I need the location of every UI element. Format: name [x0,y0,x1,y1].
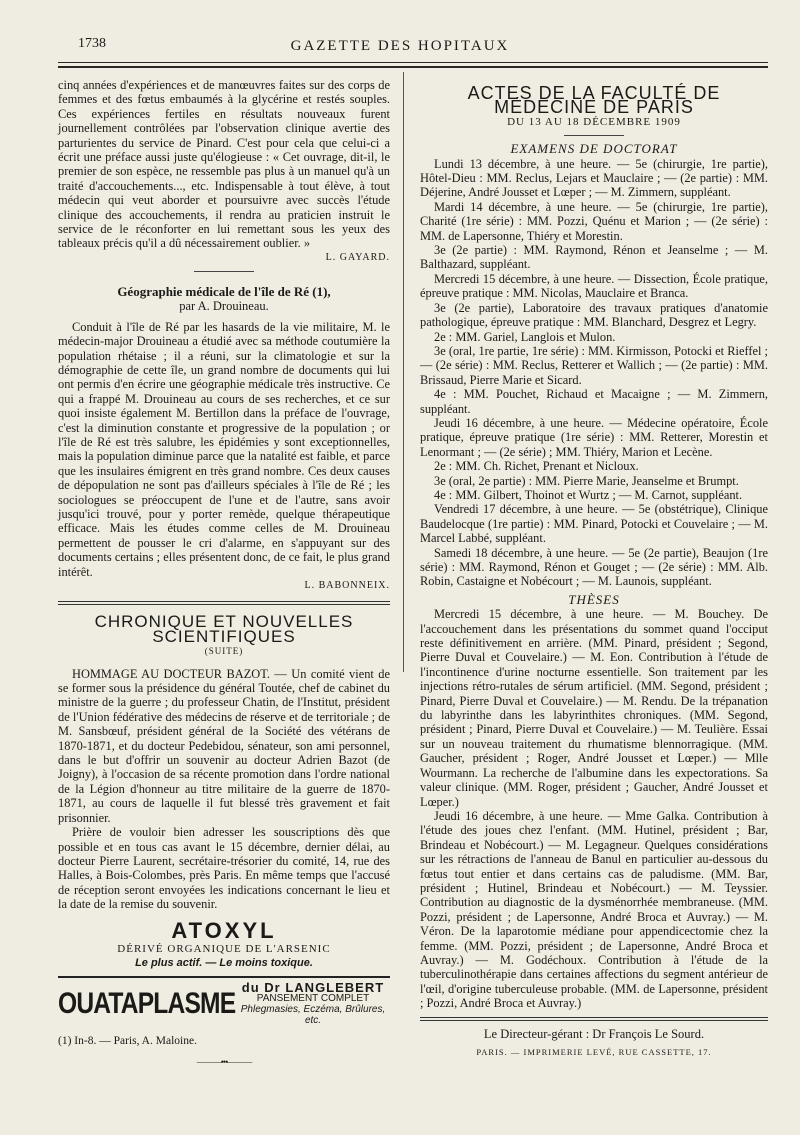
theses-title: THÈSES [568,591,620,607]
exam-entry: 3e (2e partie), Laboratoire des travaux pratiques d'anatomie pathologique, épreuve pratique : MM. Blanchard, Desgrez et Legry. [420,300,768,330]
column-divider [403,72,404,672]
thesis-entry: Mercredi 15 décembre, à une heure. — M. Bouchey. De l'accouchement dans les présentations du sommet quand l'occiput reste définitivement en arrière. (MM. Pinard, président ; Segond, Pierre Duval et Couvelaire.) — M. Eon. Contribution à l'étude de l'incontinence d'urine nocturne essentielle. Son traitement par les injections rétro-rutales de sérum artificiel. (MM. Segond, président ; Pinard, Pierre Duval et Couvelaire.) — M. Rendu. De la trépanation du labyrinthe dans les labyrinthites chroniques. (MM. Segond, président ; Pinard, Pierre Duval et Couvelaire.) — M. Teulière. Essai sur un nouveau traitement du rhumatisme blennorragique. (MM. Gaucher, président ; Roger, André Jousset et Lœper.) — Mlle Wourmann. La recherche de l'albumine dans les expectorations. Sa valeur clinique. (MM. Roger, président ; Gaucher, André Jousset et Lœper.) [420,607,768,809]
exam-entry: Lundi 13 décembre, à une heure. — 5e (chirurgie, 1re partie), Hôtel-Dieu : MM. Reclus, Lejars et Mauclaire ; — (2e partie) : MM. Déjerine, André Jousset et Lœper ; — M. Zimmern, suppléant. [420,156,768,200]
exam-entry: Vendredi 17 décembre, à une heure. — 5e (obstétrique), Clinique Baudelocque (1re partie) : MM. Pinard, Potocki et Couvelaire ; — M. Marcel Labbé, suppléant. [420,502,768,546]
ad-atoxyl-subtitle: DÉRIVÉ ORGANIQUE DE L'ARSENIC [117,942,331,955]
advertisement [58,917,390,1027]
chronicle-paragraph: HOMMAGE AU DOCTEUR BAZOT. — Un comité vient de se former sous la présidence du général Toutée, chef de cabinet du ministre de la guerre ; du professeur Chatin, de l'Institut, président de l'Union fédérative des médecins de réserve et de territoriale ; de M. Sansbœuf, président général de la Société des vétérans de 1870-1871, et du docteur Pedebidou, sénateur, son ami personnel, dans le but d'offrir un souvenir au docteur Adrien Bazot (de Joigny), à l'occasion de sa récente promotion dans l'ordre national de la Légion d'honneur au titre militaire de la guerre de 1870-1871, au cours de laquelle il fut blessé très gravement et fait prisonnier. [58,666,390,825]
ad-atoxyl-tagline: Le plus actif. — Le moins toxique. [135,956,313,969]
ad-ouataplasme [58,976,390,1026]
exam-entry: 3e (oral, 1re partie, 1re série) : MM. Kirmisson, Potocki et Rieffel ; — (2e série) : MM. Reclus, Retterer et Wallich ; — (2e partie) : MM. Brissaud, Pierre Marie et Sicard. [420,343,768,387]
exam-entry: 2e : MM. Gariel, Langlois et Mulon. [434,329,616,344]
exam-entry: Mardi 14 décembre, à une heure. — 5e (chirurgie, 1re partie), Charité (1re série) : MM. Pozzi, Quénu et Marion ; — (2e série) : MM. de Lapersonne, Thiéry et Morestin. [420,199,768,243]
running-head: GAZETTE DES HOPITAUX [290,38,510,54]
exam-entry: Jeudi 16 décembre, à une heure. — Médecine opératoire, École pratique, épreuve pratique (1re série) : MM. Retterer, Morestin et Lenormant ; — (2e série) ; MM. Thiéry, Marion et Lecène. [420,415,768,459]
right-column [420,78,768,1059]
end-ornament: ———•••——— [196,1056,252,1067]
ad-ouataplasme-uses: Phlegmasies, Eczéma, Brûlures, etc. [240,1004,386,1027]
exam-entry: Samedi 18 décembre, à une heure. — 5e (2e partie), Beaujon (1re série) : MM. Raymond, Rénon et Gouget ; — (2e série) : MM. Alb. Robin, Castaigne et Nobécourt ; — M. Launois, suppléant. [420,545,768,589]
exam-entry: 4e : MM. Pouchet, Richaud et Macaigne ; — M. Zimmern, suppléant. [420,387,768,416]
geo-title: Géographie médicale de l'île de Ré (1), [117,284,331,300]
section-rule [58,601,390,605]
exam-entry: 3e (oral, 2e partie) : MM. Pierre Marie, Jeanselme et Brumpt. [434,473,739,488]
header-rule [58,62,768,63]
ad-ouataplasme-type: PANSEMENT COMPLET [256,993,370,1005]
ad-ouataplasme-details [236,982,390,1026]
thesis-entry: Jeudi 16 décembre, à une heure. — Mme Galka. Contribution à l'étude des joues chez l'enfant. (MM. Hutinel, président ; Bar, Brindeau et Nobécourt.) — M. Legagneur. Quelques considérations sur les rétractions de l'anneau de Banul en particulier au-dessous du fœtus tout entier et dans certains cas de paludisme. (MM. Bar, président ; Hutinel, Brindeau et Nobécourt.) — M. Teyssier. Contribution au diagnostic de la dysménorrhée membraneuse. (MM. Pozzi, président ; de Lapersonne, André Broca et Auvray.) — M. Véron. De la laparotomie médiane pour appendicectomie chez la femme. (MM. Pozzi, président ; de Lapersonne, André Broca et Auvray.) — M. Godéchoux. Contribution à l'étude de la tuberculinothérapie dans certaines affections du segment antérieur de l'œil, d'origine tuberculeuse probable. (MM. de Lapersonne, président ; Pozzi, André Broca et Auvray.) [420,808,768,1011]
geo-body: Conduit à l'île de Ré par les hasards de la vie militaire, M. le médecin-major Drouineau a étudié avec sa méthode coutumière la population rhétaise ; il a réuni, sur la climatologie et sur la démographie de cette île, un grand nombre de documents qui lui ont permis d'en écrire une géographie médicale très instructive. Ce qui a frappé M. Drouineau au cours de ses recherches, et ce sur quoi insiste également M. Bertillon dans la préface de l'ouvrage, c'est la diminution constante et progressive de la population ; or l'île de Ré est très salubre, les épidémies y sont exceptionnelles, mais la population diminue parce que la natalité est faible, et parce que les insulaires émigrent en très grand nombre. Ces deux causes de dépopulation ne sont pas d'ailleurs spéciales à l'île de Ré ; les sociologues se préoccupent de l'une et de l'autre, sans avoir jusqu'ici trouvé, pour y porter remède, quelque thérapeutique efficace. Mais les études comme celles de M. Drouineau permettent de pousser le cri d'alarme, en s'appuyant sur des documents certains ; elles présentent donc, de ce fait, le plus grand intérêt. [58,319,390,579]
director-rule [420,1017,768,1021]
director-line: Le Directeur-gérant : Dr François Le Sourd. [483,1026,705,1041]
exam-entry: 2e : MM. Ch. Richet, Prenant et Nicloux. [434,459,639,474]
chronicle-title: CHRONIQUE ET NOUVELLES SCIENTIFIQUES [94,612,354,646]
intro-paragraph: cinq années d'expériences et de manœuvres faites sur des corps de femmes et des fœtus embaumés à la glycérine et restés souples. Ces expériences fertiles en résultats nouveaux furent journellement contrôlées par l'observation clinique avertie des parturientes du service de Pinard. C'est pour cela que celui-ci a écrit une préface aussi juste qu'élogieuse : « Cet ouvrage, dit-il, le premier de son espèce, ne ressemble pas plus à un manuel qu'à un traité d'accouchements..., etc. Indispensable à tout élève, à tout médecin qui veut aborder et poursuivre avec succès l'étude clinique des accouchements, il rendra au praticien instruit le service de le réconforter en lui remettant sous les yeux des tableaux précis qu'il a dû nécessairement oublier. » [58,78,390,251]
exams-title: EXAMENS DE DOCTORAT [510,141,678,157]
divider [194,271,254,272]
chronicle-paragraph: Prière de vouloir bien adresser les souscriptions dès que possible et en tous cas avant le 15 décembre, dernier délai, au docteur Pierre Laurent, secrétaire-trésorier du comité, 14, rue des Halles, à Bois-Colombes, près Paris. En même temps que l'accusé de réception seront envoyées les indications concernant le lieu et la date de la remise du souvenir. [58,825,390,912]
ad-ouataplasme-maker: du Dr LANGLEBERT [241,980,385,996]
ad-atoxyl: ATOXYL [171,917,277,943]
footnote: (1) In-8. — Paris, A. Maloine. [58,1035,197,1048]
acts-dates: DU 13 AU 18 DÉCEMBRE 1909 [507,115,681,128]
divider [564,135,624,136]
exam-entry: Mercredi 15 décembre, à une heure. — Dissection, École pratique, épreuve pratique : MM. Nicolas, Mauclaire et Branca. [420,271,768,301]
header-rule-2 [58,66,768,68]
intro-signature: L. GAYARD. [325,251,390,263]
chronicle-suite: (SUITE) [204,646,244,657]
ad-ouataplasme-name: OUATAPLASME [58,987,236,1021]
exam-entry: 3e (2e partie) : MM. Raymond, Rénon et Jeanselme ; — M. Balthazard, suppléant. [420,243,768,272]
page-number: 1738 [78,36,106,51]
left-column [58,78,390,1069]
acts-title: ACTES DE LA FACULTÉ DE MÉDECINE DE PARIS [467,83,721,118]
printer-line: PARIS. — IMPRIMERIE LEVÉ, RUE CASSETTE, 17. [476,1047,712,1057]
geo-signature: L. BABONNEIX. [304,580,390,591]
geo-author: par A. Drouineau. [179,299,269,314]
exam-entry: 4e : MM. Gilbert, Thoinot et Wurtz ; — M. Carnot, suppléant. [434,487,743,502]
